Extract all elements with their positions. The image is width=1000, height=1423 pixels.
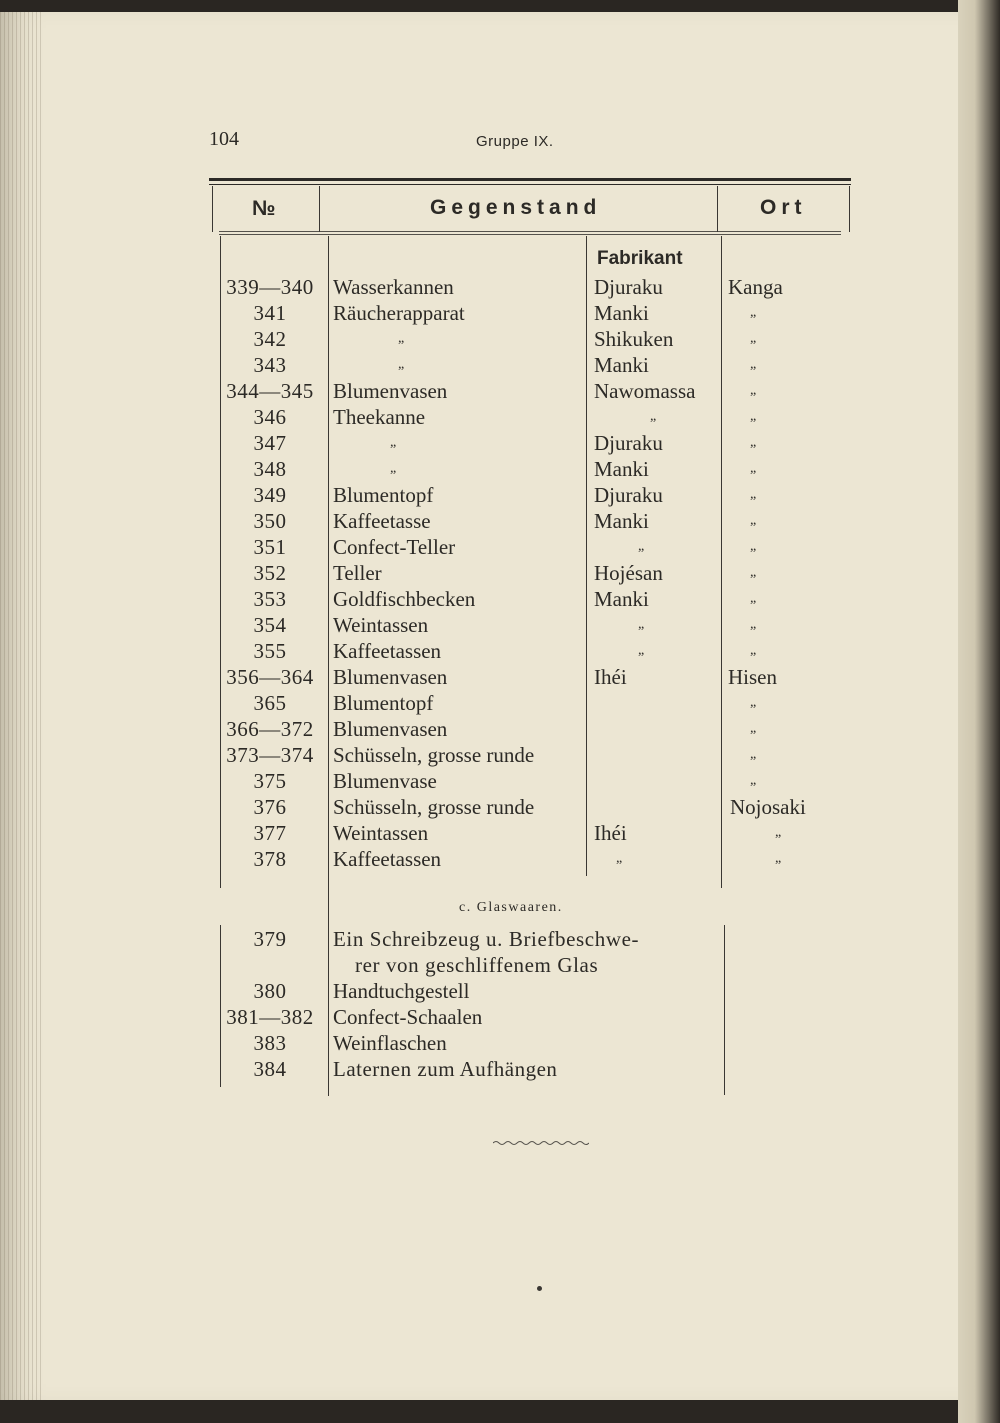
item-number: 378 — [253, 847, 287, 871]
item-place: „ — [750, 539, 757, 554]
column-line — [328, 236, 329, 1096]
column-line — [721, 236, 722, 888]
item-number: 376 — [253, 795, 287, 819]
item-place: „ — [750, 747, 757, 762]
ink-mark — [537, 1286, 542, 1291]
item-place: Kanga — [728, 275, 783, 299]
item-number: 351 — [253, 535, 287, 559]
item-name: Kaffeetassen — [333, 639, 442, 663]
item-name: Laternen zum Aufhängen — [333, 1057, 558, 1081]
item-maker: Hojésan — [594, 561, 663, 585]
item-maker: Ihéi — [594, 821, 627, 845]
item-maker: „ — [638, 643, 645, 658]
table-top-rule — [209, 178, 851, 181]
item-maker: Djuraku — [594, 483, 663, 507]
item-maker: Manki — [594, 509, 649, 533]
item-number: 365 — [253, 691, 287, 715]
item-place: „ — [750, 435, 757, 450]
item-maker: „ — [638, 617, 645, 632]
item-name: Blumenvasen — [333, 379, 448, 403]
header-rule-second — [219, 234, 841, 235]
group-title: Gruppe IX. — [476, 133, 554, 150]
item-place: Hisen — [728, 665, 777, 689]
column-line — [586, 236, 587, 876]
item-place: „ — [750, 357, 757, 372]
item-name: Wasserkannen — [333, 275, 454, 299]
item-place: „ — [750, 487, 757, 502]
item-place: „ — [750, 331, 757, 346]
column-header-item: Gegenstand — [430, 196, 602, 219]
decorative-wavy-rule — [493, 1140, 589, 1146]
item-place: „ — [750, 617, 757, 632]
item-number: 383 — [253, 1031, 287, 1055]
item-name: Goldfischbecken — [333, 587, 476, 611]
item-name: Blumentopf — [333, 483, 434, 507]
item-place: „ — [750, 643, 757, 658]
item-number: 346 — [253, 405, 287, 429]
column-line — [717, 186, 718, 232]
book-edge — [958, 0, 1000, 1423]
item-place: „ — [750, 695, 757, 710]
item-name: Teller — [333, 561, 382, 585]
item-name: „ — [398, 357, 405, 372]
item-number: 342 — [253, 327, 287, 351]
item-place: Nojosaki — [730, 795, 806, 819]
item-maker: Djuraku — [594, 431, 663, 455]
item-maker: „ — [638, 539, 645, 554]
item-number: 350 — [253, 509, 287, 533]
header-rule — [219, 231, 841, 232]
column-line — [212, 186, 213, 232]
item-place: „ — [750, 305, 757, 320]
column-line — [724, 925, 725, 1095]
item-maker: „ — [650, 409, 657, 424]
item-place: „ — [750, 565, 757, 580]
item-number: 353 — [253, 587, 287, 611]
item-name: Blumenvasen — [333, 717, 448, 741]
page-number: 104 — [209, 128, 239, 150]
item-name: Kaffeetassen — [333, 847, 442, 871]
item-name: Weinflaschen — [333, 1031, 447, 1055]
column-line — [849, 186, 850, 232]
item-number: 373—374 — [226, 743, 314, 767]
item-maker: Djuraku — [594, 275, 663, 299]
page-stack-edge — [0, 12, 42, 1400]
item-name: Blumentopf — [333, 691, 434, 715]
item-place: „ — [750, 461, 757, 476]
item-name: Weintassen — [333, 613, 429, 637]
item-place: „ — [750, 591, 757, 606]
item-number: 349 — [253, 483, 287, 507]
item-number: 377 — [253, 821, 287, 845]
column-line — [319, 186, 320, 232]
item-name: Theekanne — [333, 405, 426, 429]
item-maker: „ — [616, 851, 623, 866]
item-place: „ — [775, 825, 782, 840]
item-name: Confect-Schaalen — [333, 1005, 483, 1029]
item-number: 356—364 — [226, 665, 314, 689]
item-number: 339—340 — [226, 275, 314, 299]
item-maker: Manki — [594, 353, 649, 377]
item-number: 379 — [253, 927, 287, 951]
book-page — [0, 12, 958, 1400]
item-place: „ — [775, 851, 782, 866]
column-header-maker: Fabrikant — [597, 248, 683, 269]
item-name: Ein Schreibzeug u. Briefbeschwe- — [333, 927, 640, 951]
item-name: Handtuchgestell — [333, 979, 470, 1003]
item-number: 366—372 — [226, 717, 314, 741]
item-place: „ — [750, 721, 757, 736]
item-number: 384 — [253, 1057, 287, 1081]
item-number: 375 — [253, 769, 287, 793]
item-place: „ — [750, 773, 757, 788]
item-number: 381—382 — [226, 1005, 314, 1029]
item-number: 354 — [253, 613, 287, 637]
item-number: 352 — [253, 561, 287, 585]
item-name: Blumenvasen — [333, 665, 448, 689]
item-name: Schüsseln, grosse runde — [333, 743, 535, 767]
item-maker: Ihéi — [594, 665, 627, 689]
item-name: „ — [390, 435, 397, 450]
item-place: „ — [750, 409, 757, 424]
item-name: Räucherapparat — [333, 301, 465, 325]
item-name: „ — [390, 461, 397, 476]
item-number: 341 — [253, 301, 287, 325]
item-number: 343 — [253, 353, 287, 377]
section-title-glass: c. Glaswaaren. — [459, 900, 563, 915]
table-top-rule-thin — [209, 184, 851, 185]
item-maker: Manki — [594, 587, 649, 611]
item-maker: Shikuken — [594, 327, 674, 351]
item-name: Blumenvase — [333, 769, 437, 793]
item-number: 380 — [253, 979, 287, 1003]
item-place: „ — [750, 513, 757, 528]
item-number: 355 — [253, 639, 287, 663]
item-name: Weintassen — [333, 821, 429, 845]
column-header-place: Ort — [760, 196, 807, 219]
item-name: Confect-Teller — [333, 535, 456, 559]
item-number: 348 — [253, 457, 287, 481]
item-name: rer von geschliffenem Glas — [355, 953, 599, 977]
item-number: 347 — [253, 431, 287, 455]
item-maker: Manki — [594, 457, 649, 481]
column-header-nr: № — [252, 197, 276, 220]
item-maker: Manki — [594, 301, 649, 325]
item-number: 344—345 — [226, 379, 314, 403]
item-maker: Nawomassa — [594, 379, 696, 403]
item-place: „ — [750, 383, 757, 398]
item-name: „ — [398, 331, 405, 346]
item-name: Kaffeetasse — [333, 509, 431, 533]
item-name: Schüsseln, grosse runde — [333, 795, 535, 819]
